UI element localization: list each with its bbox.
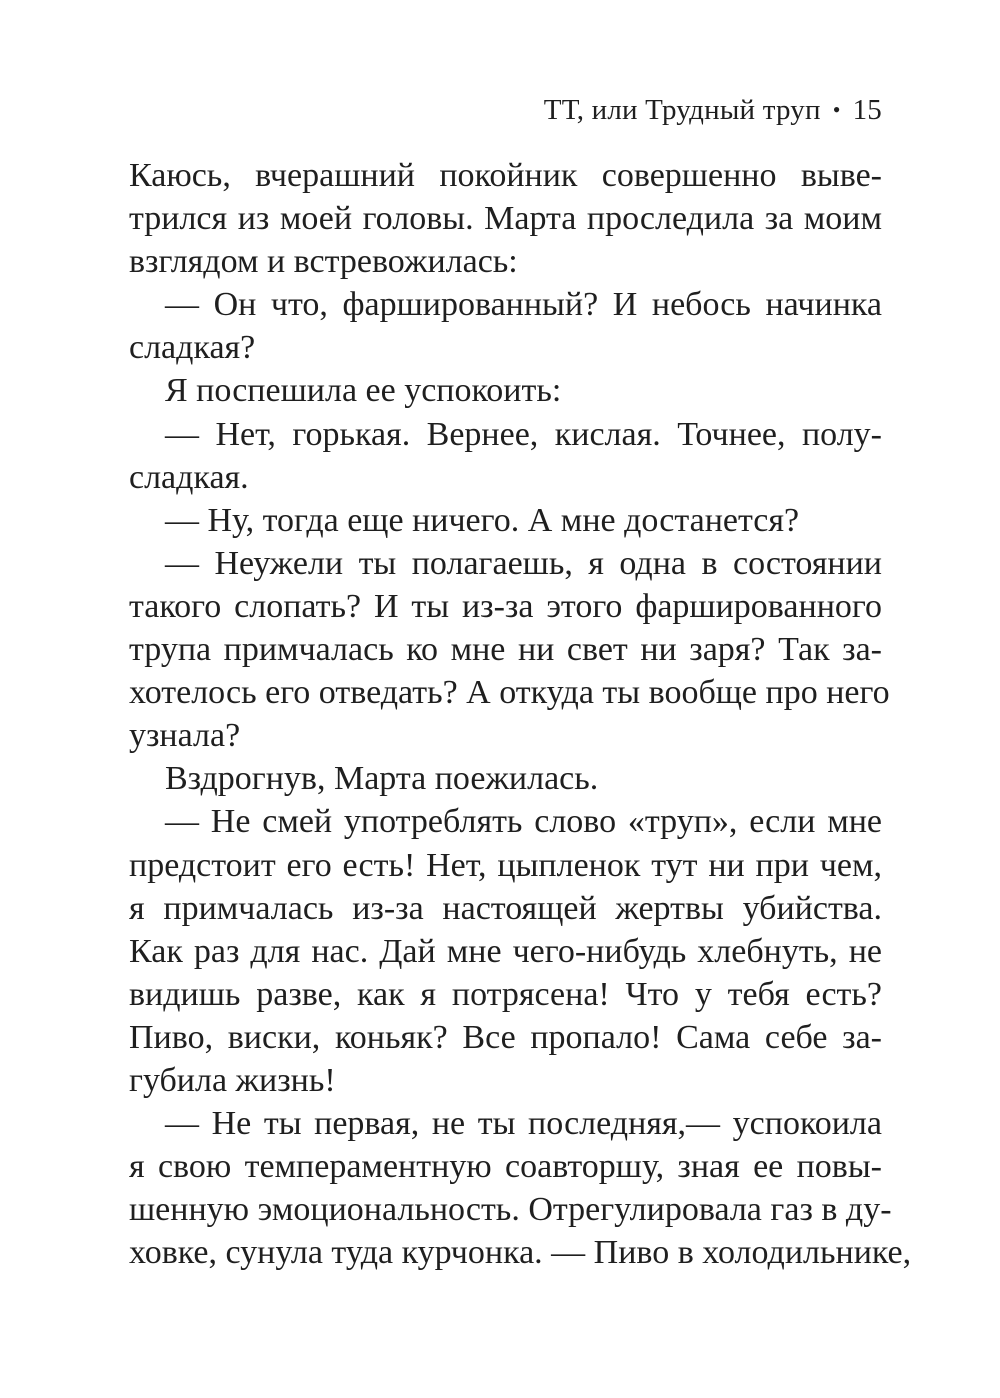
text-line: хотелось его отведать? А откуда ты вообще про него: [129, 674, 890, 712]
text-line: — Не смей употреблять слово «труп», если мне: [165, 803, 882, 841]
text-line: видишь разве, как я потрясена! Что у тебя есть?: [129, 975, 882, 1013]
running-title: ТТ, или Трудный труп: [543, 94, 821, 126]
text-line: трился из моей головы. Марта проследила за моим: [129, 200, 882, 238]
text-line: трупа примчалась ко мне ни свет ни заря? Так за-: [129, 631, 882, 669]
text-line: узнала?: [129, 717, 241, 755]
text-line: я примчалась из-за настоящей жертвы убийства.: [129, 889, 882, 927]
text-line: Как раз для нас. Дай мне чего-нибудь хлебнуть, не: [129, 932, 882, 970]
text-line: губила жизнь!: [129, 1061, 336, 1099]
text-line: такого слопать? И ты из-за этого фаршированного: [129, 587, 882, 625]
text-line: Я поспешила ее успокоить:: [165, 372, 562, 410]
text-line: Вздрогнув, Марта поежилась.: [165, 760, 599, 798]
text-line: — Нет, горькая. Вернее, кислая. Точнее, полу-: [165, 415, 882, 453]
text-line: Пиво, виски, коньяк? Все пропало! Сама себе за-: [129, 1018, 882, 1056]
text-line: Каюсь, вчерашний покойник совершенно выве-: [129, 157, 882, 194]
text-line: — Не ты первая, не ты последняя,— успокоила: [165, 1105, 882, 1143]
text-line: предстоит его есть! Нет, цыпленок тут ни при чем,: [129, 846, 882, 884]
text-line: — Неужели ты полагаешь, я одна в состоянии: [165, 544, 882, 582]
text-line: ховке, сунула туда курчонка. — Пиво в холодильнике,: [129, 1234, 912, 1272]
text-line: — Ну, тогда еще ничего. А мне достанется?: [165, 501, 800, 539]
running-header: [544, 92, 882, 128]
text-line: сладкая?: [129, 329, 256, 367]
body-text: [129, 154, 912, 1274]
text-line: я свою темпераментную соавторшу, зная ее повы-: [129, 1148, 882, 1186]
text-line: взглядом и встревожилась:: [129, 243, 518, 281]
text-line: шенную эмоциональность. Отрегулировала газ в ду-: [129, 1191, 892, 1229]
page-number: 15: [852, 94, 882, 126]
header-separator: •: [832, 97, 841, 122]
text-line: — Он что, фаршированный? И небось начинка: [165, 286, 882, 324]
text-line: сладкая.: [129, 458, 249, 496]
